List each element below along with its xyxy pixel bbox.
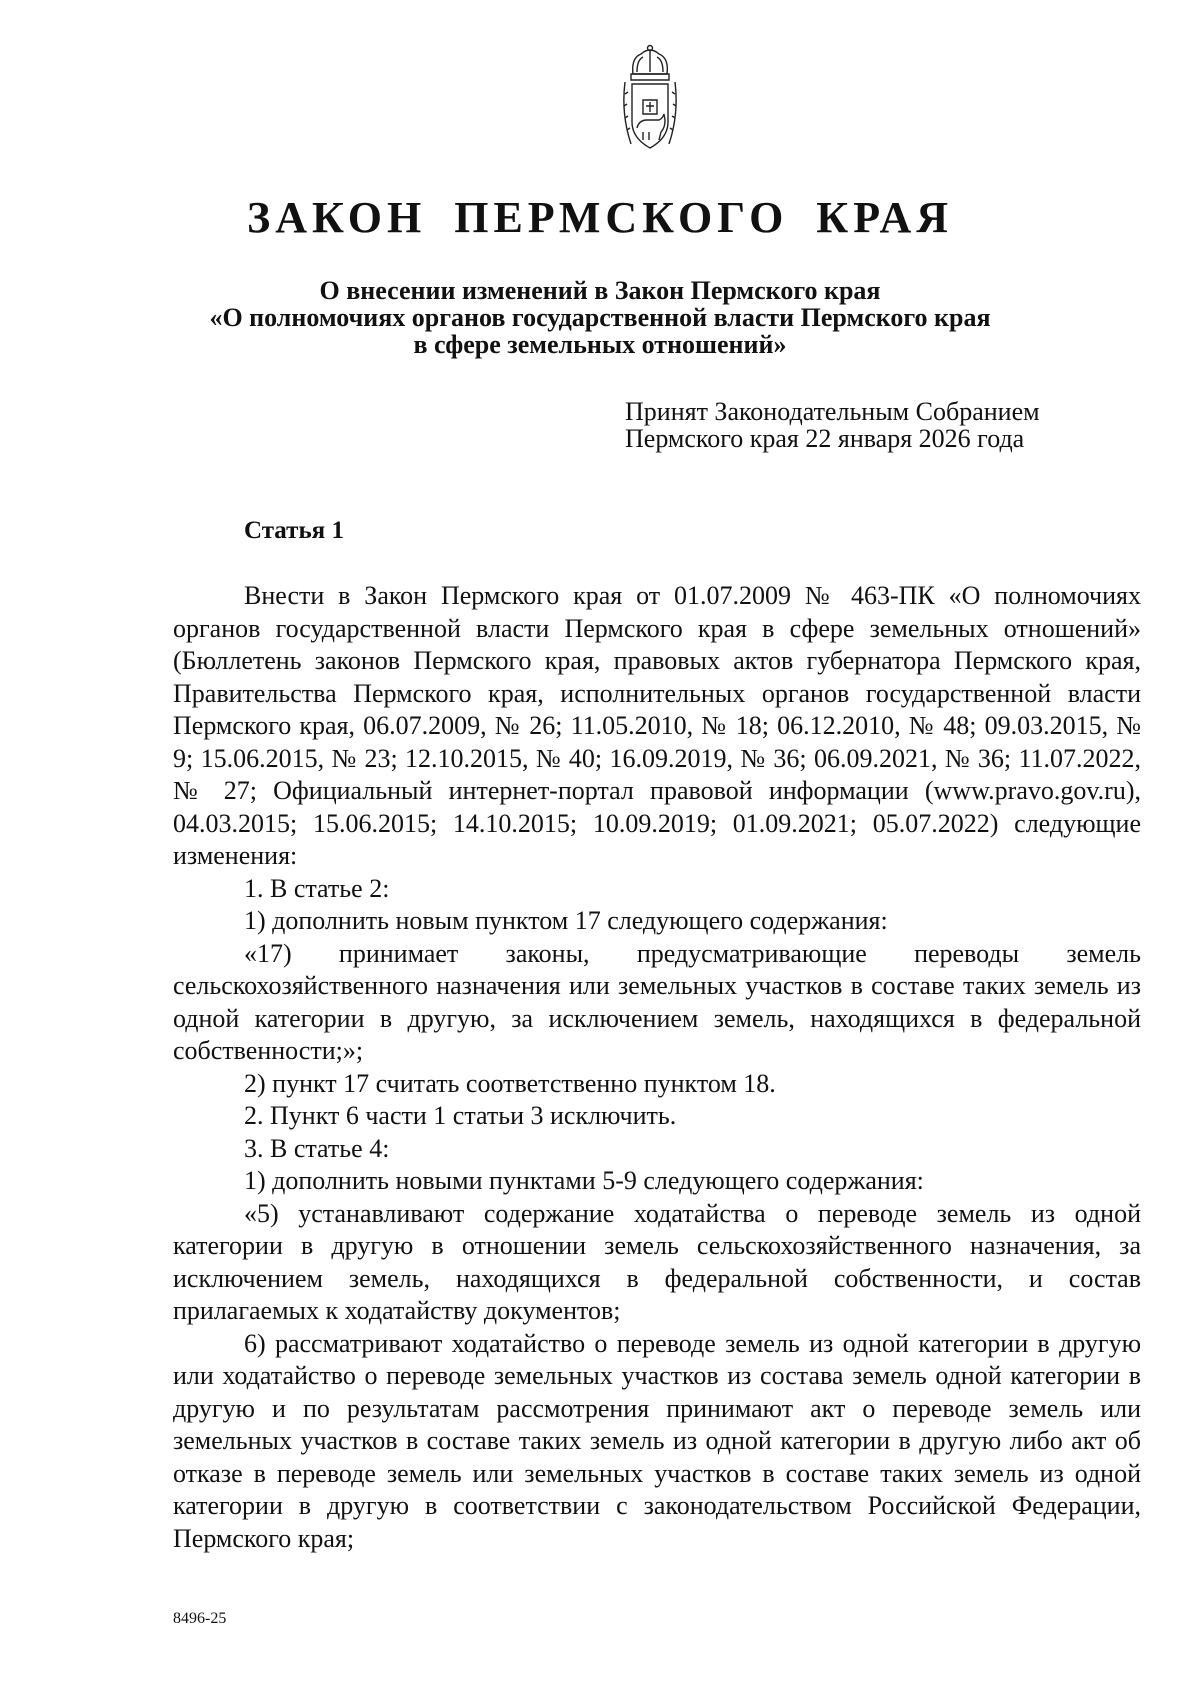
article-heading: Статья 1 [244, 517, 344, 544]
document-code: 8496-25 [173, 1610, 227, 1627]
adoption-note [625, 398, 1145, 452]
paragraph: 2) пункт 17 считать соответственно пунктом 18. [244, 1068, 776, 1098]
paragraph: «5) устанавливают содержание ходатайства о переводе земель из одной категории в другую в отношении земель сельскохозяйственного назначения, за исключением земель, находящихся в федеральной собственности, и состав прилагаемых к ходатайству документов; [173, 1198, 1141, 1325]
subtitle-line: «О полномочиях органов государственной власти Пермского края [209, 303, 991, 332]
paragraph: 1) дополнить новыми пунктами 5-9 следующего содержания: [244, 1166, 924, 1195]
paragraph: Внести в Закон Пермского края от 01.07.2009 № 463-ПК «О полномочиях органов государственной власти Пермского края в сфере земельных отношений» (Бюллетень законов Пермского края, правовых актов губернатора Пермского края, Правительства Пермского края, исполнительных органов государственной власти Пермского края, 06.07.2009, № 26; 11.05.2010, № 18; 06.12.2010, № 48; 09.03.2015, № 9; 15.06.2015, № 23; 12.10.2015, № 40; 16.09.2019, № 36; 06.09.2021, № 36; 11.07.2022, № 27; Официальный интернет-портал правовой информации (www.pravo.gov.ru), 04.03.2015; 15.06.2015; 14.10.2015; 10.09.2019; 01.09.2021; 05.07.2022) следующие изменения: [173, 581, 1141, 870]
law-title: ЗАКОН ПЕРМСКОГО КРАЯ [246, 193, 954, 242]
paragraph: 3. В статье 4: [244, 1133, 390, 1163]
paragraph: «17) принимает законы, предусматривающие переводы земель сельскохозяйственного назначения или земельных участков в составе таких земель из одной категории в другую, за исключением земель, находящихся в федеральной собственности;»; [173, 938, 1141, 1065]
coat-of-arms-icon [619, 44, 681, 154]
adoption-line: Принят Законодательным Собранием [625, 397, 1040, 426]
paragraph: 1) дополнить новым пунктом 17 следующего содержания: [244, 906, 888, 935]
subtitle-line: О внесении изменений в Закон Пермского края [319, 276, 881, 305]
paragraph: 1. В статье 2: [244, 873, 390, 903]
adoption-line: Пермского края 22 января 2026 года [625, 424, 1025, 453]
paragraph: 6) рассматривают ходатайство о переводе земель из одной категории в другую или ходатайство о переводе земельных участков из состава земель одной категории в другую и по результатам рассмотрения принимают акт о переводе земель или земельных участков в составе таких земель из одной категории в другую либо акт об отказе в переводе земель или земельных участков в составе таких земель из одной категории в другую в соответствии с законодательством Российской Федерации, Пермского края; [173, 1328, 1141, 1553]
law-subtitle [150, 277, 1050, 358]
article-body [173, 580, 1141, 1555]
paragraph: 2. Пункт 6 части 1 статьи 3 исключить. [244, 1101, 677, 1130]
subtitle-line: в сфере земельных отношений» [413, 330, 787, 359]
